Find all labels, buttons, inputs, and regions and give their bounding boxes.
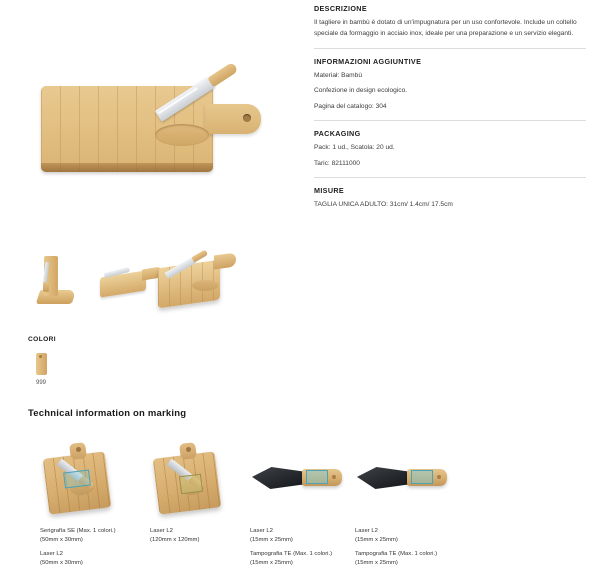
- technical-section-heading: Technical information on marking: [28, 408, 187, 419]
- bamboo-board-illustration: [35, 56, 265, 176]
- caption-spacer: [355, 545, 463, 550]
- marking-caption: [40, 527, 148, 569]
- product-thumbnail-row: [0, 244, 600, 334]
- board-handle: [205, 104, 261, 134]
- block-title: PACKAGING: [314, 129, 361, 139]
- board-illustration: [150, 441, 230, 521]
- caption-line: (15mm x 25mm): [355, 537, 398, 544]
- marking-caption: [250, 527, 358, 569]
- caption-line: Serigrafía SE (Max. 1 colori.): [40, 528, 116, 534]
- thumb-board-oval: [192, 280, 218, 291]
- caption-spacer: [40, 545, 148, 550]
- colori-section: [0, 336, 600, 386]
- info-line: Confezione in design ecologico.: [314, 87, 408, 95]
- info-block-misure: [314, 177, 586, 219]
- marking-option-knife-laser-2: [355, 441, 463, 569]
- board-oval-recess: [155, 124, 209, 146]
- info-block-descrizione: [314, 4, 586, 48]
- cheese-knife-illustration: [355, 441, 451, 521]
- descrizione-text: Il tagliere in bambù é dotato di un'impugnatura per un uso confortevole. Include un coltello speciale da formaggio in acciaio inox, ideale per una preparazione e un servizio eleganti.: [314, 19, 577, 37]
- marking-caption: [355, 527, 463, 569]
- marking-area-highlight: [306, 470, 328, 484]
- cheese-knife-illustration: [250, 441, 346, 521]
- knife-blade: [357, 467, 411, 489]
- knife-blade: [252, 467, 306, 489]
- caption-line: Laser L2: [355, 528, 378, 534]
- thumbnail-angled-board[interactable]: [158, 252, 236, 314]
- info-line: Pagina del catalogo: 304: [314, 102, 387, 110]
- board-hanging-hole: [186, 447, 191, 452]
- info-line: TAGLIA UNICA ADULTO: 31cm/ 1.4cm/ 17.5cm: [314, 201, 453, 209]
- board-hanging-hole: [243, 114, 251, 122]
- caption-line: Laser L2: [40, 551, 63, 558]
- marking-area-highlight: [179, 474, 203, 495]
- product-overview: [0, 0, 600, 232]
- info-block-packaging: [314, 120, 586, 177]
- board-illustration: [40, 441, 120, 521]
- product-main-image: [0, 0, 300, 232]
- knife-handle: [207, 62, 238, 88]
- board-hanging-hole: [76, 447, 81, 452]
- marking-option-knife-laser: [250, 441, 358, 569]
- caption-line: (15mm x 25mm): [250, 560, 293, 567]
- info-line: Materiał: Bambù: [314, 71, 363, 79]
- thumbnail-flat-board[interactable]: [100, 266, 162, 306]
- technical-marking-row: [0, 441, 600, 567]
- colori-title: COLORI: [28, 336, 57, 343]
- thumbnail-upright-board[interactable]: [38, 256, 78, 308]
- marking-caption: [150, 527, 258, 545]
- thumb-board-handle: [214, 252, 236, 269]
- caption-line: (50mm x 30mm): [40, 537, 83, 544]
- info-line: Pack: 1 ud., Scatola: 20 ud.: [314, 144, 395, 152]
- block-title: MISURE: [314, 186, 345, 196]
- color-swatch-item[interactable]: [28, 353, 54, 386]
- info-block-informazioni-aggiuntive: [314, 48, 586, 121]
- caption-line: (50mm x 30mm): [40, 560, 83, 567]
- product-info-pane: [300, 0, 600, 232]
- block-title: INFORMAZIONI AGGIUNTIVE: [314, 56, 422, 66]
- marking-option-board-laser: [150, 441, 258, 545]
- caption-line: (120mm x 120mm): [150, 537, 200, 544]
- caption-spacer: [250, 545, 358, 550]
- marking-area-highlight: [411, 470, 433, 484]
- block-title: DESCRIZIONE: [314, 4, 367, 13]
- caption-line: (15mm x 25mm): [355, 560, 398, 567]
- caption-line: Tampografia TE (Max. 1 colori.): [250, 551, 333, 558]
- caption-line: Laser L2: [150, 528, 173, 534]
- marking-area-highlight: [63, 469, 91, 488]
- caption-line: (15mm x 25mm): [250, 537, 293, 544]
- color-swatch: [36, 353, 47, 375]
- caption-line: Tampografia TE (Max. 1 colori.): [355, 551, 438, 558]
- caption-line: Laser L2: [250, 528, 273, 534]
- marking-option-board-serigrafia: [40, 441, 148, 569]
- color-code: 999: [35, 380, 46, 386]
- knife-handle: [43, 282, 49, 292]
- info-line: Taric: 82111000: [314, 159, 360, 167]
